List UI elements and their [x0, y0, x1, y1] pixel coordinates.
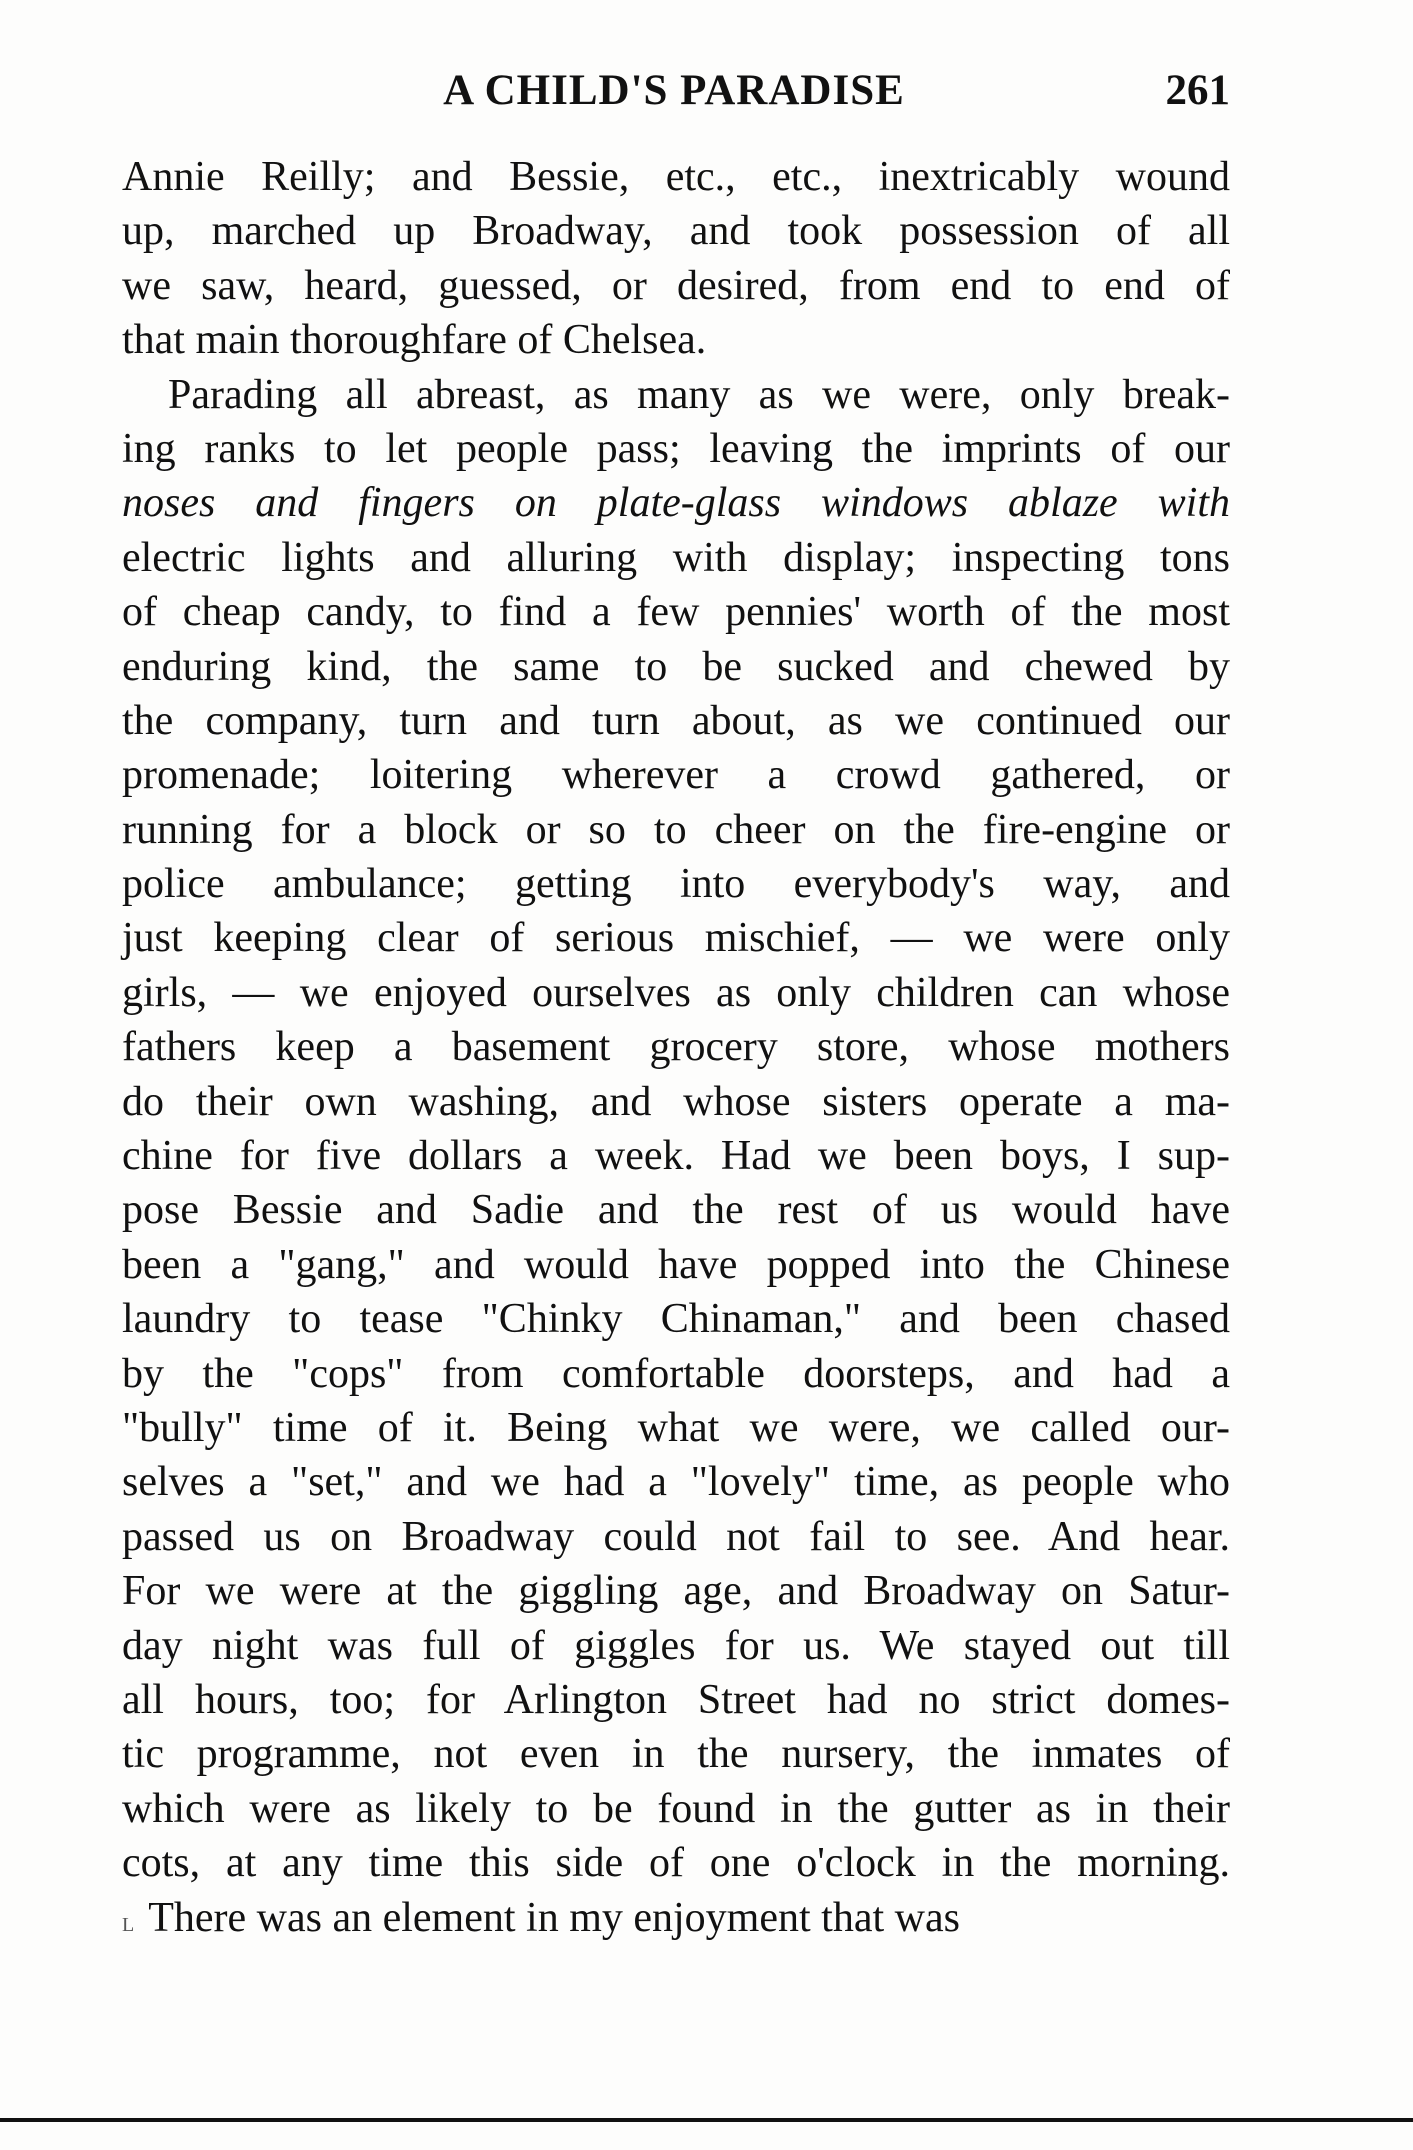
text-line: day night was full of giggles for us. We stayed out till	[122, 1622, 1230, 1669]
text-line: electric lights and alluring with display; inspecting tons	[122, 534, 1230, 581]
text-line: passed us on Broadway could not fail to see. And hear.	[122, 1513, 1230, 1560]
text-line: laundry to tease "Chinky Chinaman," and been chased	[122, 1296, 1230, 1343]
text-line: enduring kind, the same to be sucked and chewed by	[122, 643, 1230, 690]
text-line: by the "cops" from comfortable doorsteps, and had a	[122, 1350, 1230, 1397]
text-line: promenade; loitering wherever a crowd gathered, or	[122, 752, 1230, 799]
margin-mark: L	[122, 1913, 135, 1936]
text-line: been a "gang," and would have popped into the Chinese	[122, 1241, 1230, 1288]
text-line: up, marched up Broadway, and took possession of all	[122, 208, 1230, 255]
text-line: chine for five dollars a week. Had we been boys, I sup-	[122, 1133, 1230, 1180]
text-line: selves a "set," and we had a "lovely" time, as people who	[122, 1459, 1230, 1506]
text-line: that main thoroughfare of Chelsea.	[122, 317, 707, 364]
running-head	[118, 66, 1230, 116]
bottom-rule	[0, 2118, 1413, 2122]
text-line: all hours, too; for Arlington Street had no strict domes-	[122, 1676, 1230, 1723]
text-line: ing ranks to let people pass; leaving the imprints of our	[122, 425, 1230, 472]
text-line	[122, 1891, 1230, 1945]
text-line: the company, turn and turn about, as we continued our	[122, 697, 1230, 744]
text-line: "bully" time of it. Being what we were, we called our-	[122, 1404, 1230, 1451]
text-line: Annie Reilly; and Bessie, etc., etc., inextricably wound	[122, 154, 1230, 200]
paragraph-first-line: Parading all abreast, as many as we were, only break-	[168, 371, 1230, 418]
text-line: tic programme, not even in the nursery, the inmates of	[122, 1731, 1230, 1778]
text-line: pose Bessie and Sadie and the rest of us would have	[122, 1187, 1230, 1234]
text-line: just keeping clear of serious mischief, — we were only	[122, 915, 1230, 962]
text-line: For we were at the giggling age, and Broadway on Satur-	[122, 1568, 1230, 1615]
text-line: do their own washing, and whose sisters operate a ma-	[122, 1078, 1230, 1125]
text-line-italic: noses and fingers on plate-glass windows ablaze with	[122, 480, 1230, 527]
page-title: A CHILD'S PARADISE	[443, 67, 905, 114]
text-line: fathers keep a basement grocery store, whose mothers	[122, 1024, 1230, 1071]
text-line: which were as likely to be found in the gutter as in their	[122, 1785, 1230, 1832]
body-text	[122, 150, 1230, 1945]
text-line: we saw, heard, guessed, or desired, from end to end of	[122, 262, 1230, 309]
text-line: girls, — we enjoyed ourselves as only children can whose	[122, 969, 1230, 1016]
text-line: of cheap candy, to find a few pennies' worth of the most	[122, 589, 1230, 636]
text-line-content: There was an element in my enjoyment that was	[148, 1894, 960, 1941]
text-line: cots, at any time this side of one o'clock in the morning.	[122, 1840, 1230, 1887]
text-line: police ambulance; getting into everybody's way, and	[122, 861, 1230, 908]
page-number: 261	[1165, 67, 1230, 114]
text-line: running for a block or so to cheer on the fire-engine or	[122, 806, 1230, 853]
